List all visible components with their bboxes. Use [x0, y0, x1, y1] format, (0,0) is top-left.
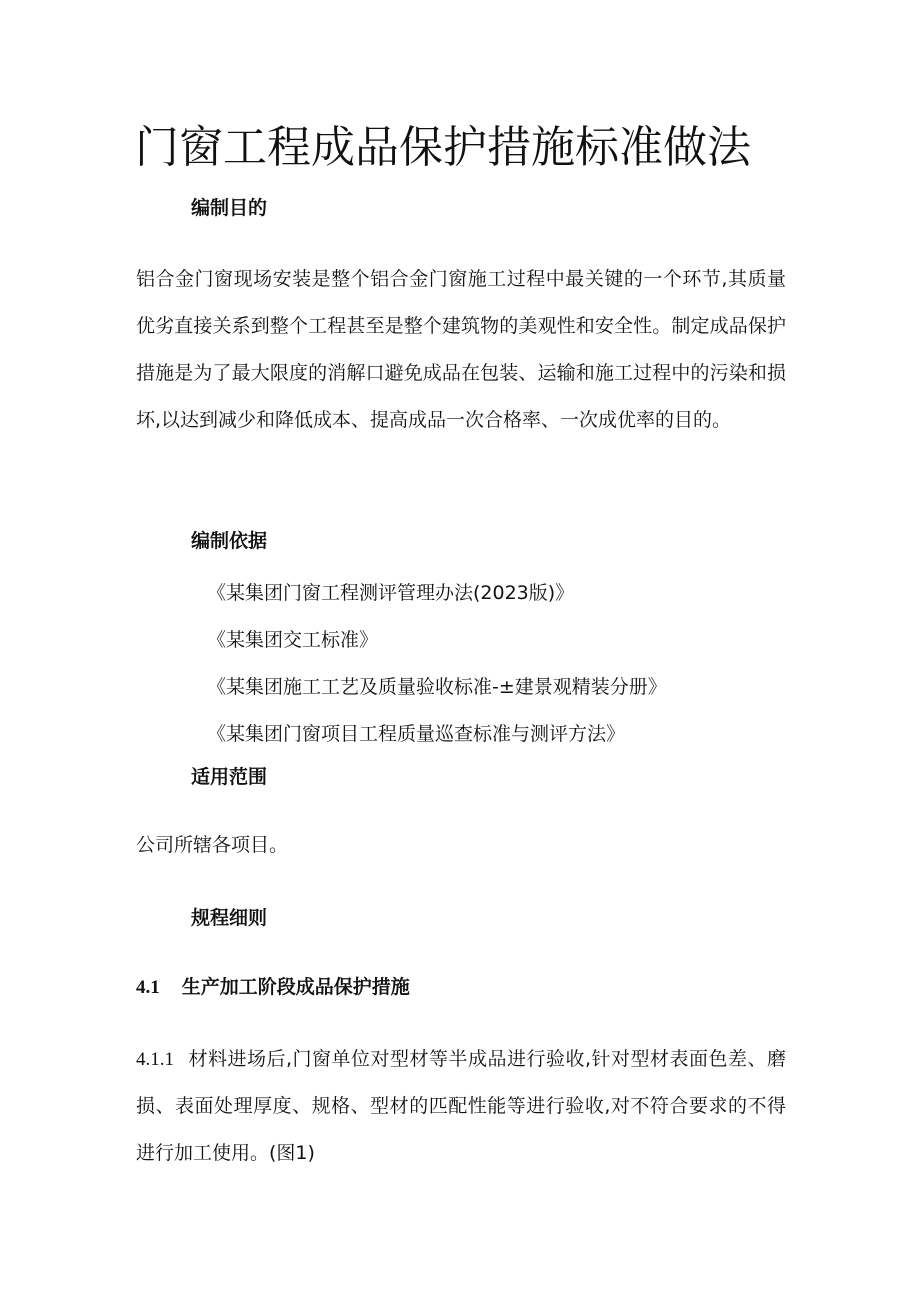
- document-title: 门窗工程成品保护措施标准做法: [135, 122, 751, 173]
- subsection-title: 生产加工阶段成品保护措施: [181, 976, 410, 998]
- section-heading-basis: 编制依据: [191, 530, 268, 552]
- rule-item-text: 材料进场后,门窗单位对型材等半成品进行验收,针对型材表面色差、磨损、表面处理厚度、规格、型材的匹配性能等进行验收,对不符合要求的不得进行加工使用。(图1): [136, 1048, 786, 1164]
- purpose-paragraph: 铝合金门窗现场安装是整个铝合金门窗施工过程中最关键的一个环节,其质量优劣直接关系到整个工程甚至是整个建筑物的美观性和安全性。制定成品保护措施是为了最大限度的消解口避免成品在包装、运输和施工过程中的污染和损坏,以达到减少和降低成本、提高成品一次合格率、一次成优率的目的。: [136, 268, 786, 431]
- reference-item: 《某集团交工标准》: [207, 629, 379, 651]
- reference-list: [207, 570, 667, 758]
- section-heading-rules: 规程细则: [191, 907, 268, 929]
- reference-item: 《某集团门窗项目工程质量巡查标准与测评方法》: [207, 723, 626, 745]
- subsection-heading: [136, 973, 410, 1002]
- reference-item: 《某集团施工工艺及质量验收标准-±建景观精装分册》: [207, 676, 667, 698]
- rule-item-number: 4.1.1: [136, 1049, 174, 1070]
- section-heading-scope: 适用范围: [191, 766, 268, 788]
- reference-item: 《某集团门窗工程测评管理办法(2023版)》: [207, 582, 575, 604]
- rule-item-paragraph: [136, 1036, 786, 1177]
- subsection-number: 4.1: [136, 977, 160, 998]
- scope-paragraph: 公司所辖各项目。: [136, 834, 289, 856]
- section-heading-purpose: 编制目的: [191, 197, 268, 219]
